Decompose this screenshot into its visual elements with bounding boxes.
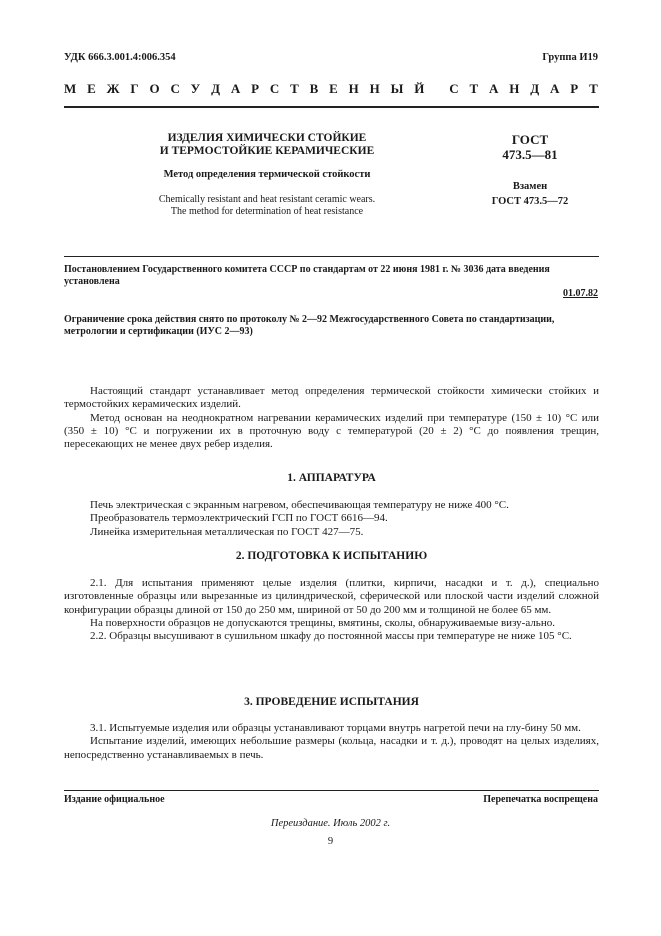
section-1-title: 1. АППАРАТУРА xyxy=(287,472,376,484)
banner-letter: Й xyxy=(414,81,425,96)
banner-letter: Е xyxy=(329,81,338,96)
banner-letter: Ы xyxy=(390,81,404,96)
banner-letter: У xyxy=(190,81,201,96)
english-title xyxy=(112,194,422,218)
section-3-paragraph: Испытание изделий, имеющих небольшие размеры (кольца, насадки и т. д.), проводят на целых изделиях, непосредственно устанавливаемых в печь. xyxy=(64,735,599,761)
banner-letter: Р xyxy=(570,81,579,96)
section-1-item: Преобразователь термоэлектрический ГСП по ГОСТ 6616—94. xyxy=(90,512,388,525)
title-line-2: И ТЕРМОСТОЙКИЕ КЕРАМИЧЕСКИЕ xyxy=(159,145,375,157)
intro xyxy=(64,385,599,451)
banner-letters xyxy=(64,81,598,97)
banner-rule xyxy=(64,106,599,108)
title-block xyxy=(112,132,422,218)
title-rule xyxy=(64,256,599,257)
method-title: Метод определения термической стойкости xyxy=(163,169,371,180)
intro-paragraph: Настоящий стандарт устанавливает метод определения термической стойкости химически стойких и термостойких керамических изделий. xyxy=(64,385,599,411)
decree-text: Постановлением Государственного комитета СССР по стандартам от 22 июня 1981 г. № 3036 дата введения установлена xyxy=(64,264,550,287)
banner-letter: Н xyxy=(509,81,520,96)
banner-letter: Е xyxy=(87,81,96,96)
udc-code: УДК 666.3.001.4:006.354 xyxy=(64,52,176,63)
banner-letter: А xyxy=(230,81,241,96)
standard-banner xyxy=(64,81,598,97)
banner-gap xyxy=(435,81,438,97)
section-2-paragraph: 2.1. Для испытания применяют целые изделия (плитки, кирпичи, насадки и т. д.), специально изготовленные образцы или вырезанные из цилиндрической, сферической или плоской части изделий сложной конфигурации образцы длиной от 150 до 250 мм, шириной от 50 до 200 мм и толщиной не более 65 мм. xyxy=(64,577,599,616)
banner-letter: А xyxy=(489,81,499,96)
section-1-body xyxy=(64,499,599,539)
banner-letter: О xyxy=(149,81,160,96)
intro-paragraph: Метод основан на неоднократном нагревании керамических изделий при температуре (150 ± 10) °С или (350 ± 10) °С и погружении их в проточную воду с температурой (20 ± 2) °С до появления трещин, пересекающих не менее двух ребер изделия. xyxy=(64,411,599,451)
gost-block xyxy=(470,132,590,207)
gost-label: ГОСТ xyxy=(511,132,549,147)
page-number: 9 xyxy=(327,836,334,847)
section-2-title: 2. ПОДГОТОВКА К ИСПЫТАНИЮ xyxy=(235,550,428,562)
footer-rule xyxy=(64,790,599,791)
banner-letter: В xyxy=(309,81,319,96)
banner-letter: С xyxy=(449,81,459,96)
replace-label: Взамен xyxy=(512,181,548,192)
decree-date: 01.07.82 xyxy=(563,288,598,299)
gost-number: 473.5—81 xyxy=(502,147,558,162)
limit-text: Ограничение срока действия снято по протоколу № 2—92 Межгосударственного Совета по стандартизации, метрологии и сертификации (ИУС 2—93) xyxy=(64,314,555,337)
section-2-paragraph: 2.2. Образцы высушивают в сушильном шкафу до постоянной массы при температуре не ниже 105 °С. xyxy=(90,630,572,643)
section-1-item: Печь электрическая с экранным нагревом, обеспечивающая температуру не ниже 400 °С. xyxy=(90,499,509,511)
banner-letter: Т xyxy=(469,81,479,96)
banner-letter: С xyxy=(170,81,180,96)
banner-letter: Т xyxy=(589,81,598,96)
banner-letter: Т xyxy=(290,81,299,96)
english-title-line-1: Chemically resistant and heat resistant ceramic wears. xyxy=(158,194,376,205)
reissue-note: Переиздание. Июль 2002 г. xyxy=(270,818,391,829)
replace-value: ГОСТ 473.5—72 xyxy=(491,196,569,207)
section-2-paragraph: На поверхности образцов не допускаются трещины, вмятины, сколы, обнаруживаемые визу-ально. xyxy=(90,616,555,629)
banner-letter: М xyxy=(64,81,77,96)
section-3-paragraph: 3.1. Испытуемые изделия или образцы устанавливают торцами внутрь нагретой печи на глу-бину 50 мм. xyxy=(90,722,581,734)
banner-letter: С xyxy=(269,81,280,96)
section-2-body xyxy=(64,577,599,643)
banner-letter: Д xyxy=(211,81,221,96)
banner-letter: А xyxy=(550,81,560,96)
official-edition: Издание официальное xyxy=(64,794,165,805)
banner-letter: Г xyxy=(130,81,139,96)
section-3-body xyxy=(64,722,599,762)
section-3-title: 3. ПРОВЕДЕНИЕ ИСПЫТАНИЯ xyxy=(244,696,419,708)
banner-letter: Н xyxy=(348,81,359,96)
banner-letter: Д xyxy=(530,81,540,96)
english-title-line-2: The method for determination of heat resistance xyxy=(170,206,364,217)
banner-letter: Р xyxy=(251,81,260,96)
section-1-item: Линейка измерительная металлическая по ГОСТ 427—75. xyxy=(90,525,364,538)
group-code: Группа И19 xyxy=(542,52,598,63)
title-line-1: ИЗДЕЛИЯ ХИМИЧЕСКИ СТОЙКИЕ xyxy=(167,132,367,144)
banner-letter: Ж xyxy=(106,81,120,96)
reprint-notice: Перепечатка воспрещена xyxy=(483,794,598,805)
banner-letter: Н xyxy=(369,81,380,96)
